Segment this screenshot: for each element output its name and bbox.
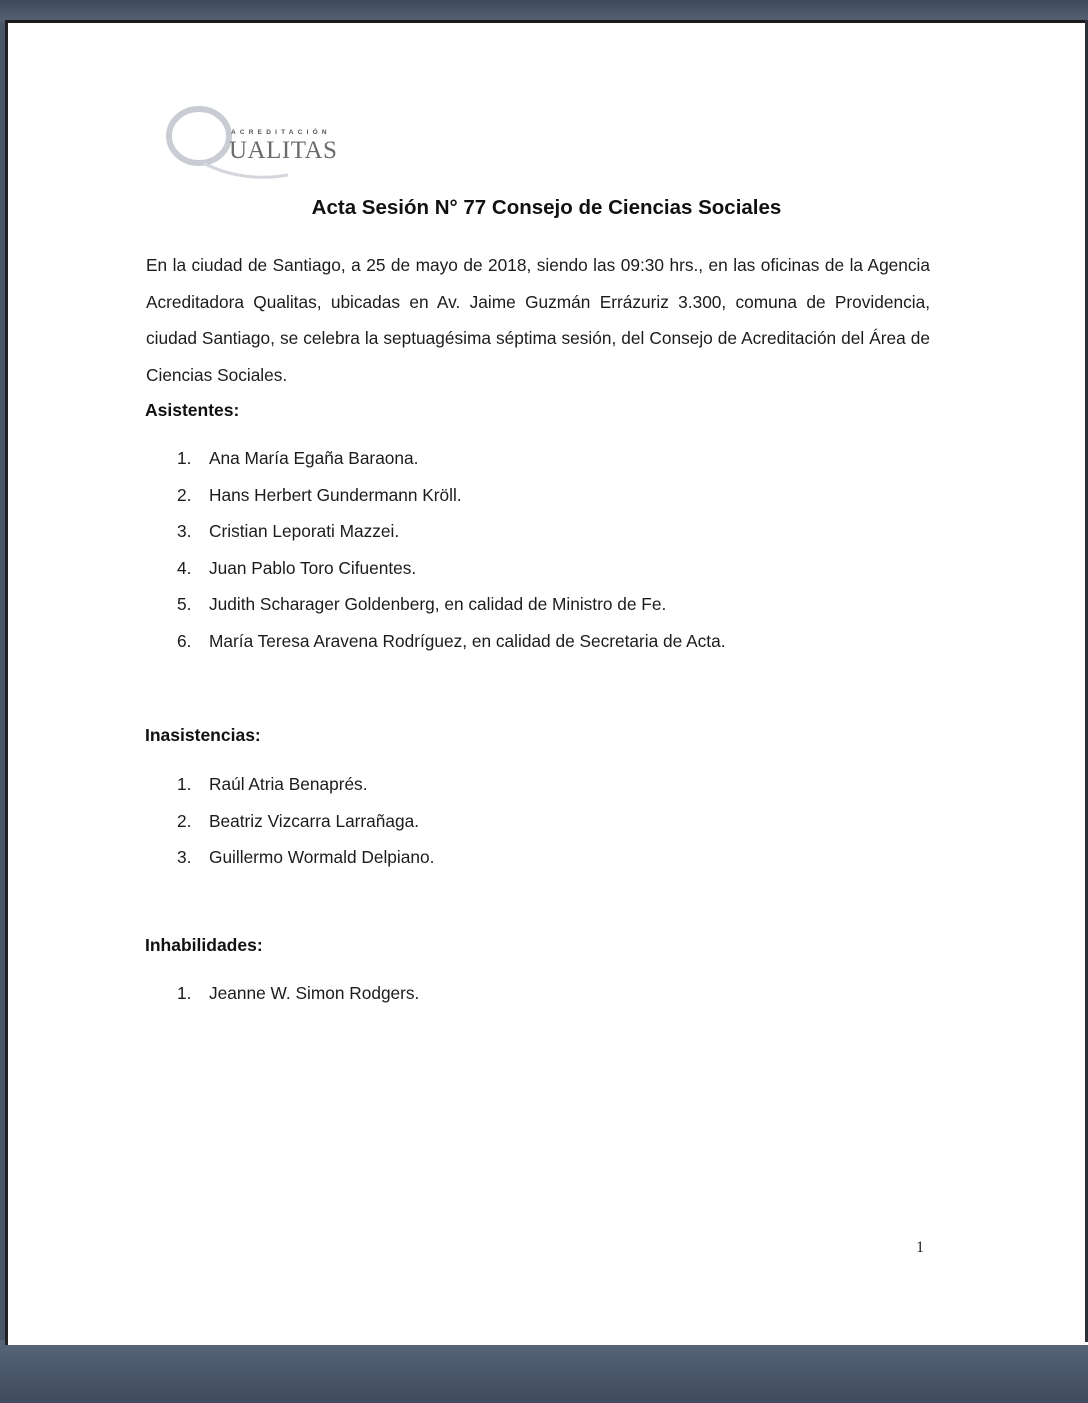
list-item: 1. Raúl Atria Benaprés. [177, 774, 368, 794]
inhabilidades-heading: Inhabilidades: [145, 935, 263, 955]
logo-wordmark: UALITAS [229, 137, 338, 164]
list-item: 4. Juan Pablo Toro Cifuentes. [177, 557, 417, 578]
document-page [5, 20, 1088, 1345]
qualitas-logo [163, 91, 363, 191]
logo-subtitle: ACREDITACIÓN [231, 129, 331, 136]
list-item: 6. María Teresa Aravena Rodríguez, en calidad de Secretaria de Acta. [177, 630, 726, 651]
list-item: 3. Guillermo Wormald Delpiano. [177, 847, 435, 868]
list-item: 1. Ana María Egaña Baraona. [177, 448, 419, 468]
list-item: 2. Beatriz Vizcarra Larrañaga. [177, 810, 420, 831]
inasistencias-list [177, 766, 434, 876]
list-item: 1. Jeanne W. Simon Rodgers. [177, 983, 420, 1003]
list-item: 5. Judith Scharager Goldenberg, en calidad de Ministro de Fe. [177, 594, 667, 615]
asistentes-list [177, 440, 726, 660]
inasistencias-heading: Inasistencias: [145, 725, 261, 745]
list-item: 3. Cristian Leporati Mazzei. [177, 521, 400, 542]
inhabilidades-list [177, 975, 419, 1012]
intro-paragraph: En la ciudad de Santiago, a 25 de mayo de 2018, siendo las 09:30 hrs., en las oficinas de la Agencia Acreditadora Qualitas, ubicadas en Av. Jaime Guzmán Errázuriz 3.300, comuna de Providencia, ciudad Santiago, se celebra la septuagésima séptima sesión, del Consejo de Acreditación del Área de Ciencias Sociales. [146, 255, 930, 385]
asistentes-heading: Asistentes: [145, 400, 240, 420]
scan-border-bottom [0, 1340, 1088, 1403]
scan-border-top [0, 0, 1088, 22]
page-number: 1 [916, 1239, 924, 1256]
list-item: 2. Hans Herbert Gundermann Kröll. [177, 484, 462, 505]
document-title: Acta Sesión N° 77 Consejo de Ciencias Sociales [311, 196, 782, 219]
